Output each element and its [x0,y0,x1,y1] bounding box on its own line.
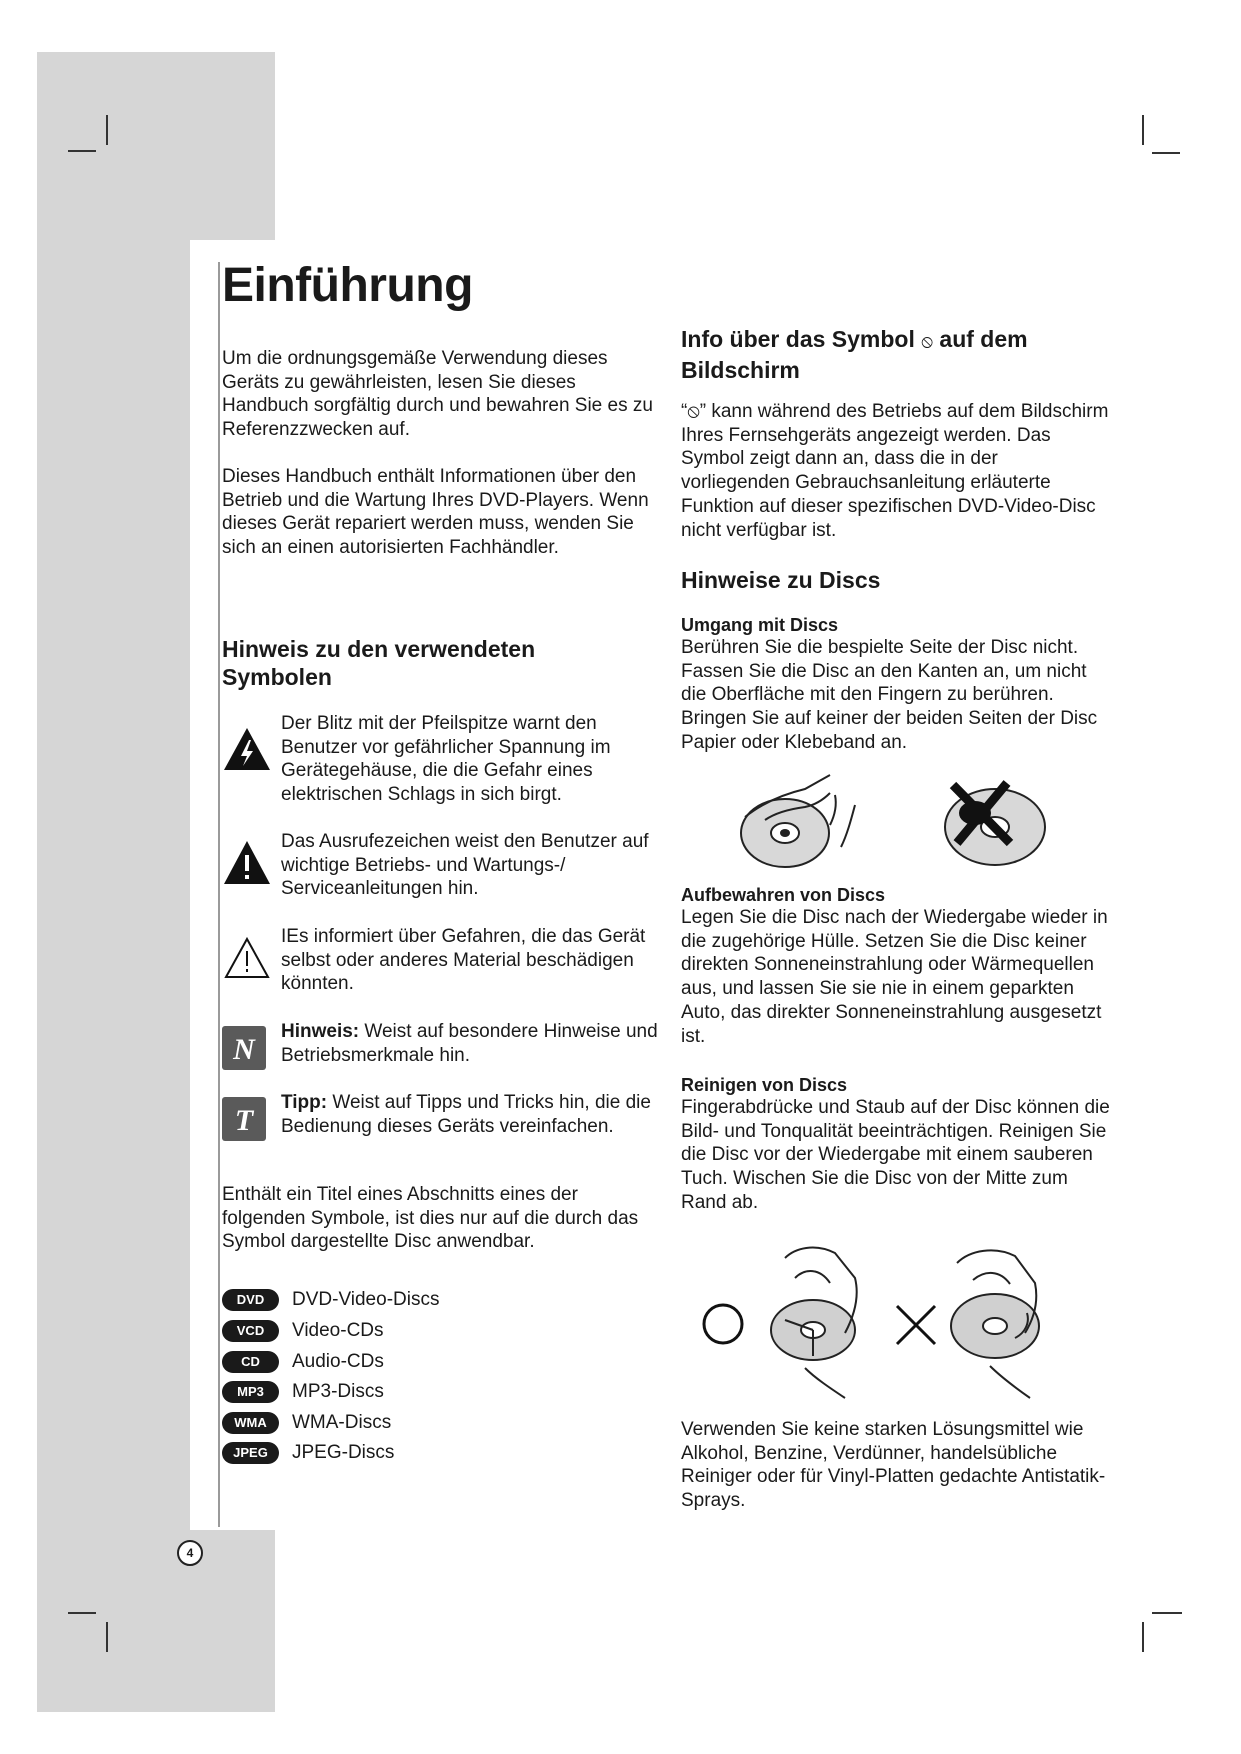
wrong-cross-icon [897,1306,935,1344]
wma-badge-icon: WMA [222,1412,279,1434]
applies-paragraph: Enthält ein Titel eines Abschnitts eines der folgenden Symbole, ist dies nur auf die durch das Symbol dargestellte Disc anwendbar. [222,1184,639,1253]
crop-mark [1152,1612,1182,1614]
solvent-paragraph: Verwenden Sie keine starken Lösungsmittel wie Alkohol, Benzine, Verdünner, handelsübliche Reiniger oder für Vinyl-Platten gedachte Antistatik-Sprays. [681,1419,1106,1512]
handling-heading: Umgang mit Discs [681,615,839,635]
tip-t-icon [222,1097,266,1141]
crop-mark [1142,1622,1144,1652]
disc-type-row [222,1410,522,1438]
disc-type-label: WMA-Discs [292,1412,392,1433]
intro-paragraph-1: Um die ordnungsgemäße Verwendung dieses Geräts zu gewährleisten, lesen Sie dieses Handbuch sorgfältig durch und bewahren Sie es zu Referenzzwecken auf. [222,348,653,441]
crop-mark [106,115,108,145]
symbol-item [222,830,662,910]
disc-type-row [222,1379,522,1407]
symbols-heading: Hinweis zu den verwendeten Symbolen [222,636,536,690]
crop-mark [68,150,96,152]
svg-text:N: N [233,1033,255,1066]
symbol-item [222,925,662,1005]
symbol-text: Das Ausrufezeichen weist den Benutzer auf wichtige Betriebs- und Wartungs-/ Serviceanleitungen hin. [281,831,649,900]
symbol-item [222,1091,662,1161]
disc-type-label: MP3-Discs [292,1381,384,1402]
info-symbol-paragraph: “⦸” kann während des Betriebs auf dem Bildschirm Ihres Fernsehgeräts angezeigt werden. Das Symbol zeigt dann an, dass die in der vorliegenden Gebrauchsanleitung erläuterte Funktion auf dieser spezifischen DVD-Video-Disc nicht verfügbar ist. [681,401,1109,541]
vcd-badge-icon: VCD [222,1320,279,1342]
tip-label: Tipp: [281,1092,328,1113]
symbol-text [281,1020,671,1067]
cleaning-paragraph: Fingerabdrücke und Staub auf der Disc können die Bild- und Tonqualität beeinträchtigen. Reinigen Sie die Disc vor der Wiedergabe mit einem sauberen Tuch. Wischen Sie die Disc von der Mitte zum Rand ab. [681,1097,1110,1213]
symbol-text [281,1091,671,1138]
storage-paragraph: Legen Sie die Disc nach der Wiedergabe wieder in die zugehörige Hülle. Setzen Sie die Disc keiner direkten Sonneneinstrahlung oder Wärmequellen aus, und lassen Sie sie nie in einem geparkten Auto, das direkter Sonneneinstrahlung ausgesetzt ist. [681,907,1108,1047]
handling-paragraph: Berühren Sie die bespielte Seite der Disc nicht. Fassen Sie die Disc an den Kanten an, um nicht die Oberfläche mit den Fingern zu berühren. Bringen Sie auf keiner der beiden Seiten der Disc Papier oder Klebeband an. [681,637,1098,753]
crop-mark [1142,115,1144,145]
crop-mark [106,1622,108,1652]
cleaning-heading: Reinigen von Discs [681,1075,848,1095]
jpeg-badge-icon: JPEG [222,1442,279,1464]
disc-type-row [222,1349,522,1377]
symbol-text: IEs informiert über Gefahren, die das Gerät selbst oder anderes Material beschädigen könnten. [281,926,646,995]
correct-cleaning-disc-icon [771,1248,857,1398]
note-n-icon [222,1026,266,1070]
correct-hold-disc-icon [741,775,855,867]
disc-type-label: Audio-CDs [292,1351,384,1372]
disc-type-row [222,1287,522,1315]
disc-type-row [222,1440,522,1468]
disc-type-label: Video-CDs [292,1320,384,1341]
caution-outline-icon [222,933,272,983]
dvd-badge-icon: DVD [222,1289,279,1311]
title-rule [218,262,220,1527]
mp3-badge-icon: MP3 [222,1381,279,1403]
tip-text: Weist auf Tipps und Tricks hin, die die Bedienung dieses Geräts vereinfachen. [281,1092,651,1137]
intro-paragraph-2: Dieses Handbuch enthält Informationen über den Betrieb und die Wartung Ihres DVD-Players. Wenn dieses Gerät repariert werden muss, wenden Sie sich an einen autorisierten Fachhändler. [222,466,649,559]
cd-badge-icon: CD [222,1351,279,1373]
info-heading-pre: Info über das Symbol [681,326,922,352]
lightning-warning-icon [222,724,272,774]
symbol-item [222,1020,662,1090]
symbol-item [222,712,662,812]
page-title: Einführung [222,259,473,312]
crop-mark [1152,152,1180,154]
symbol-text: Der Blitz mit der Pfeilspitze warnt den Benutzer vor gefährlicher Spannung im Gerätegehäuse, die die Gefahr eines elektrischen Schlags in sich birgt. [281,713,611,806]
disc-type-label: JPEG-Discs [292,1442,395,1463]
wrong-hold-disc-icon [945,783,1045,865]
page-number: 4 [177,1540,203,1566]
disc-handling-illustration [735,765,1075,877]
disc-type-row [222,1318,522,1346]
storage-heading: Aufbewahren von Discs [681,885,886,905]
info-symbol-heading [681,325,1101,384]
info-heading-post: auf dem Bildschirm [681,326,1028,383]
disc-cleaning-illustration [695,1238,1065,1403]
disc-type-label: DVD-Video-Discs [292,1289,440,1310]
note-text: Weist auf besondere Hinweise und Betriebsmerkmale hin. [281,1021,658,1066]
svg-text:T: T [234,1104,254,1137]
discs-heading: Hinweise zu Discs [681,567,881,593]
prohibited-symbol-icon: ⦸ [921,331,934,352]
crop-mark [68,1612,96,1614]
correct-circle-icon [704,1305,742,1343]
note-label: Hinweis: [281,1021,360,1042]
wrong-cleaning-disc-icon [951,1250,1039,1398]
exclamation-warning-icon [222,838,272,888]
